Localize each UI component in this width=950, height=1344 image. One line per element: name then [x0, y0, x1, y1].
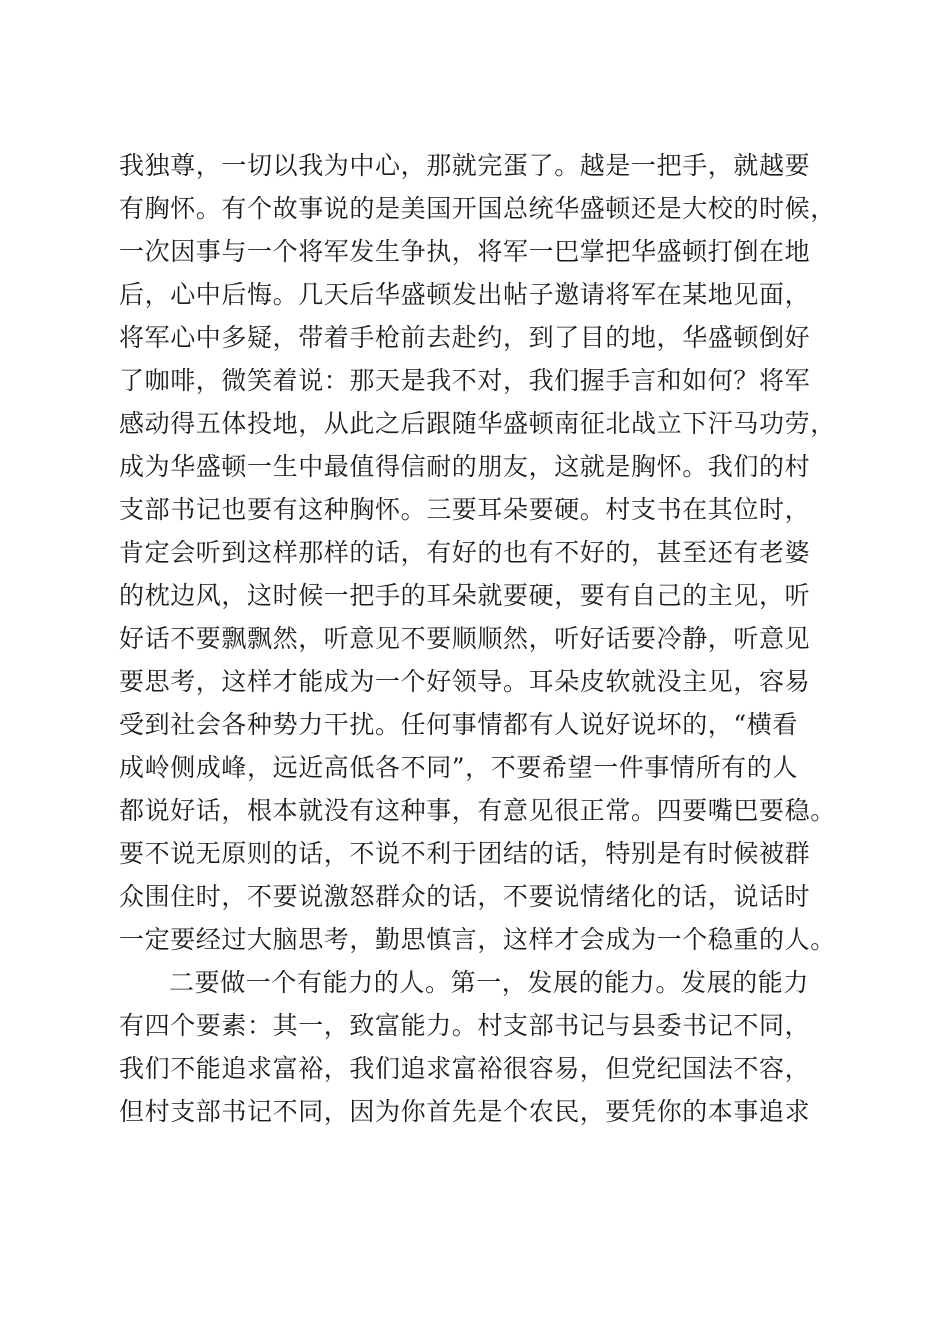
text-line: 众围住时，不要说激怒群众的话，不要说情绪化的话，说话时 [119, 882, 811, 911]
text-line: 的枕边风，这时候一把手的耳朵就要硬，要有自己的主见，听 [119, 581, 811, 610]
text-line: 我们不能追求富裕，我们追求富裕很容易，但党纪国法不容， [119, 1054, 811, 1083]
text-line: 一定要经过大脑思考，勤思慎言，这样才会成为一个稳重的人。 [119, 925, 836, 954]
text-line: 要不说无原则的话，不说不利于团结的话，特别是有时候被群 [119, 839, 811, 868]
text-line: 都说好话，根本就没有这种事，有意见很正常。四要嘴巴要稳。 [119, 796, 836, 825]
text-line: 成为华盛顿一生中最值得信耐的朋友，这就是胸怀。我们的村 [119, 452, 811, 481]
text-line: 肯定会听到这样那样的话，有好的也有不好的，甚至还有老婆 [119, 538, 811, 567]
text-line: 有四个要素：其一，致富能力。村支部书记与县委书记不同， [119, 1011, 811, 1040]
text-line: 有胸怀。有个故事说的是美国开国总统华盛顿还是大校的时候， [119, 194, 836, 223]
text-line: 支部书记也要有这种胸怀。三要耳朵要硬。村支书在其位时， [119, 495, 811, 524]
text-line: 要思考，这样才能成为一个好领导。耳朵皮软就没主见，容易 [119, 667, 811, 696]
text-line: 受到社会各种势力干扰。任何事情都有人说好说坏的，“横看 [119, 710, 798, 739]
text-line: 一次因事与一个将军发生争执，将军一巴掌把华盛顿打倒在地 [119, 237, 811, 266]
text-line: 但村支部书记不同，因为你首先是个农民，要凭你的本事追求 [119, 1097, 811, 1126]
paragraph-start-line: 二要做一个有能力的人。第一，发展的能力。发展的能力 [169, 968, 810, 997]
text-line: 后，心中后悔。几天后华盛顿发出帖子邀请将军在某地见面， [119, 280, 811, 309]
text-line: 好话不要飘飘然，听意见不要顺顺然，听好话要冷静，听意见 [119, 624, 811, 653]
body-text [119, 144, 839, 1133]
text-line: 感动得五体投地，从此之后跟随华盛顿南征北战立下汗马功劳， [119, 409, 836, 438]
text-line: 了咖啡，微笑着说：那天是我不对，我们握手言和如何？将军 [119, 366, 811, 395]
text-line: 成岭侧成峰，远近高低各不同”，不要希望一件事情所有的人 [119, 753, 798, 782]
text-line: 将军心中多疑，带着手枪前去赴约，到了目的地，华盛顿倒好 [119, 323, 811, 352]
text-line: 我独尊，一切以我为中心，那就完蛋了。越是一把手，就越要 [119, 151, 811, 180]
